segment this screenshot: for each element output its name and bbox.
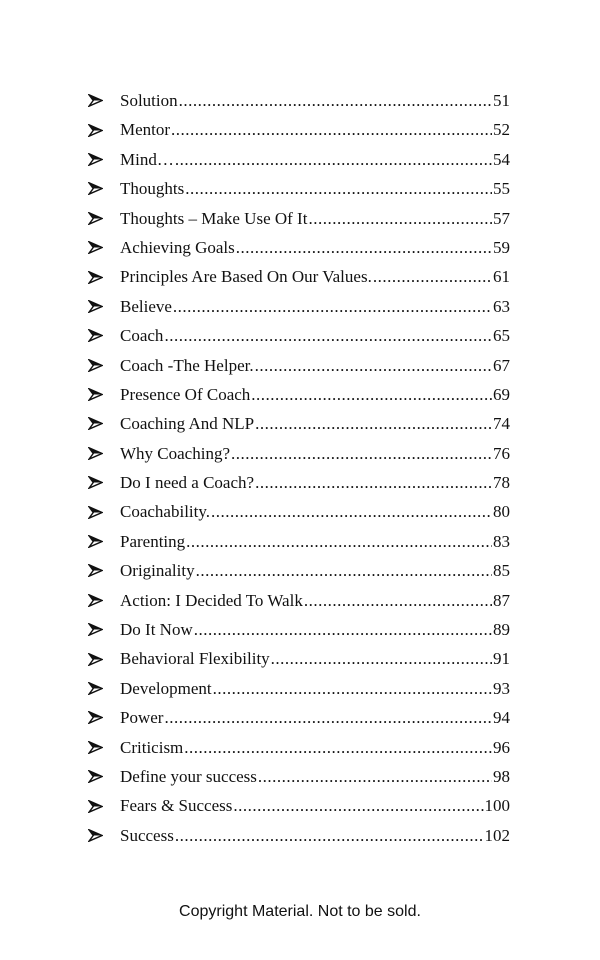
arrowhead-bullet-icon [88, 409, 106, 438]
toc-entry-title: Coaching And NLP [120, 414, 255, 434]
toc-entry-page-number: 85 [493, 561, 510, 581]
toc-entry [0, 586, 600, 615]
toc-entry-line [120, 292, 510, 321]
arrowhead-bullet-icon [88, 674, 106, 703]
dot-leader [373, 262, 492, 291]
toc-entry-page-number: 67 [493, 355, 510, 375]
arrowhead-bullet-icon [88, 497, 106, 526]
toc-entry-line [120, 439, 510, 468]
toc-entry [0, 674, 600, 703]
dot-leader [213, 674, 492, 703]
toc-entry [0, 439, 600, 468]
dot-leader [171, 115, 492, 144]
arrowhead-bullet-icon [88, 733, 106, 762]
copyright-notice: Copyright Material. Not to be sold. [179, 903, 421, 920]
toc-entry [0, 644, 600, 673]
dot-leader [251, 380, 492, 409]
toc-entry-title: Believe [120, 296, 172, 316]
toc-entry [0, 821, 600, 850]
toc-entry [0, 762, 600, 791]
toc-entry-title: Define your success [120, 766, 257, 786]
toc-entry-page-number: 96 [493, 737, 510, 757]
toc-entry-line [120, 703, 510, 732]
toc-entry [0, 321, 600, 350]
toc-entry-line [120, 321, 510, 350]
dot-leader [231, 439, 492, 468]
toc-entry-line [120, 86, 510, 115]
toc-entry-page-number: 91 [493, 649, 510, 669]
toc-entry-line [120, 409, 510, 438]
arrowhead-bullet-icon [88, 321, 106, 350]
dot-leader [175, 145, 492, 174]
dot-leader [194, 615, 492, 644]
toc-entry-line [120, 821, 510, 850]
arrowhead-bullet-icon [88, 644, 106, 673]
arrowhead-bullet-icon [88, 703, 106, 732]
toc-entry-page-number: 52 [493, 120, 510, 140]
toc-entry-line [120, 262, 510, 291]
dot-leader [304, 586, 492, 615]
toc-entry [0, 703, 600, 732]
dot-leader [175, 821, 484, 850]
toc-entry [0, 115, 600, 144]
toc-entry-title: Do It Now [120, 620, 193, 640]
arrowhead-bullet-icon [88, 145, 106, 174]
toc-entry-line [120, 615, 510, 644]
toc-entry [0, 556, 600, 585]
arrowhead-bullet-icon [88, 292, 106, 321]
toc-entry-line [120, 204, 510, 233]
dot-leader [236, 233, 492, 262]
toc-entry-line [120, 468, 510, 497]
dot-leader [173, 292, 492, 321]
toc-entry-line [120, 115, 510, 144]
toc-entry [0, 351, 600, 380]
dot-leader [233, 791, 483, 820]
toc-entry-page-number: 78 [493, 473, 510, 493]
toc-entry [0, 527, 600, 556]
dot-leader [184, 733, 492, 762]
arrowhead-bullet-icon [88, 262, 106, 291]
toc-entry-page-number: 74 [493, 414, 510, 434]
arrowhead-bullet-icon [88, 762, 106, 791]
arrowhead-bullet-icon [88, 380, 106, 409]
dot-leader [164, 703, 492, 732]
toc-entry-page-number: 57 [493, 208, 510, 228]
dot-leader [185, 174, 492, 203]
toc-entry-title: Originality [120, 561, 195, 581]
arrowhead-bullet-icon [88, 233, 106, 262]
toc-entry-line [120, 380, 510, 409]
toc-entry [0, 262, 600, 291]
toc-entry-page-number: 98 [493, 766, 510, 786]
toc-entry-title: Fears & Success [120, 796, 233, 816]
toc-entry-line [120, 174, 510, 203]
toc-entry-page-number: 54 [493, 149, 510, 169]
toc-entry-page-number: 87 [493, 590, 510, 610]
dot-leader [179, 86, 492, 115]
toc-entry [0, 409, 600, 438]
arrowhead-bullet-icon [88, 115, 106, 144]
toc-entry-line [120, 497, 510, 526]
toc-entry-line [120, 145, 510, 174]
arrowhead-bullet-icon [88, 468, 106, 497]
toc-entry-title: Principles Are Based On Our Values. [120, 267, 372, 287]
toc-entry-title: Criticism [120, 737, 184, 757]
toc-entry-title: Mentor [120, 120, 171, 140]
dot-leader [255, 468, 492, 497]
toc-entry [0, 174, 600, 203]
arrowhead-bullet-icon [88, 556, 106, 585]
dot-leader [255, 409, 492, 438]
dot-leader [186, 527, 492, 556]
toc-entry-title: Coach -The Helper. [120, 355, 254, 375]
toc-entry-title: Achieving Goals [120, 237, 235, 257]
toc-entry [0, 733, 600, 762]
toc-entry-title: Presence Of Coach [120, 384, 251, 404]
toc-entry-line [120, 233, 510, 262]
toc-entry-page-number: 55 [493, 179, 510, 199]
toc-entry-page-number: 83 [493, 531, 510, 551]
toc-entry-line [120, 586, 510, 615]
toc-entry-line [120, 351, 510, 380]
toc-entry-line [120, 527, 510, 556]
arrowhead-bullet-icon [88, 204, 106, 233]
toc-entry-title: Action: I Decided To Walk [120, 590, 303, 610]
toc-entry-page-number: 94 [493, 708, 510, 728]
toc-entry-title: Thoughts – Make Use Of It [120, 208, 308, 228]
toc-entry-line [120, 733, 510, 762]
toc-entry [0, 145, 600, 174]
arrowhead-bullet-icon [88, 527, 106, 556]
dot-leader [211, 497, 492, 526]
dot-leader [308, 204, 492, 233]
dot-leader [255, 351, 492, 380]
toc-entry-title: Thoughts [120, 179, 185, 199]
toc-entry-title: Do I need a Coach? [120, 473, 255, 493]
dot-leader [271, 644, 492, 673]
toc-entry-title: Success [120, 825, 174, 845]
arrowhead-bullet-icon [88, 439, 106, 468]
toc-entry-page-number: 59 [493, 237, 510, 257]
dot-leader [196, 556, 492, 585]
toc-entry-page-number: 76 [493, 443, 510, 463]
toc-entry [0, 292, 600, 321]
toc-entry-page-number: 93 [493, 678, 510, 698]
toc-entry-title: Solution [120, 91, 178, 110]
arrowhead-bullet-icon [88, 351, 106, 380]
toc-entry-line [120, 644, 510, 673]
arrowhead-bullet-icon [88, 586, 106, 615]
toc-entry-page-number: 100 [484, 796, 510, 816]
toc-entry [0, 380, 600, 409]
toc-entry-line [120, 791, 510, 820]
toc-entry [0, 468, 600, 497]
toc-entry [0, 615, 600, 644]
arrowhead-bullet-icon [88, 791, 106, 820]
toc-entry-page-number: 69 [493, 384, 510, 404]
toc-entry-title: Coachability. [120, 502, 211, 522]
toc-entry-page-number: 80 [493, 502, 510, 522]
arrowhead-bullet-icon [88, 174, 106, 203]
arrowhead-bullet-icon [88, 615, 106, 644]
toc-entry-title: Behavioral Flexibility [120, 649, 270, 669]
arrowhead-bullet-icon [88, 86, 106, 115]
toc-entry-title: Power [120, 708, 164, 728]
dot-leader [258, 762, 492, 791]
toc-entry-line [120, 762, 510, 791]
toc-entry-line [120, 674, 510, 703]
dot-leader [164, 321, 492, 350]
toc-entry [0, 204, 600, 233]
toc-entry [0, 233, 600, 262]
toc-entry-title: Mind… [120, 149, 174, 169]
toc-entry [0, 497, 600, 526]
toc-entry-title: Development [120, 678, 212, 698]
toc-entry-line [120, 556, 510, 585]
arrowhead-bullet-icon [88, 821, 106, 850]
toc-entry-page-number: 51 [493, 91, 510, 110]
toc-entry [0, 86, 600, 115]
toc-entry-title: Coach [120, 326, 164, 346]
toc-entry-page-number: 65 [493, 326, 510, 346]
toc-entry-page-number: 102 [484, 825, 510, 845]
toc-entry-page-number: 63 [493, 296, 510, 316]
toc-entry-title: Why Coaching? [120, 443, 230, 463]
toc-entry-title: Parenting [120, 531, 186, 551]
toc-entry-page-number: 89 [493, 620, 510, 640]
table-of-contents [0, 86, 600, 850]
toc-entry [0, 791, 600, 820]
toc-entry-page-number: 61 [493, 267, 510, 287]
